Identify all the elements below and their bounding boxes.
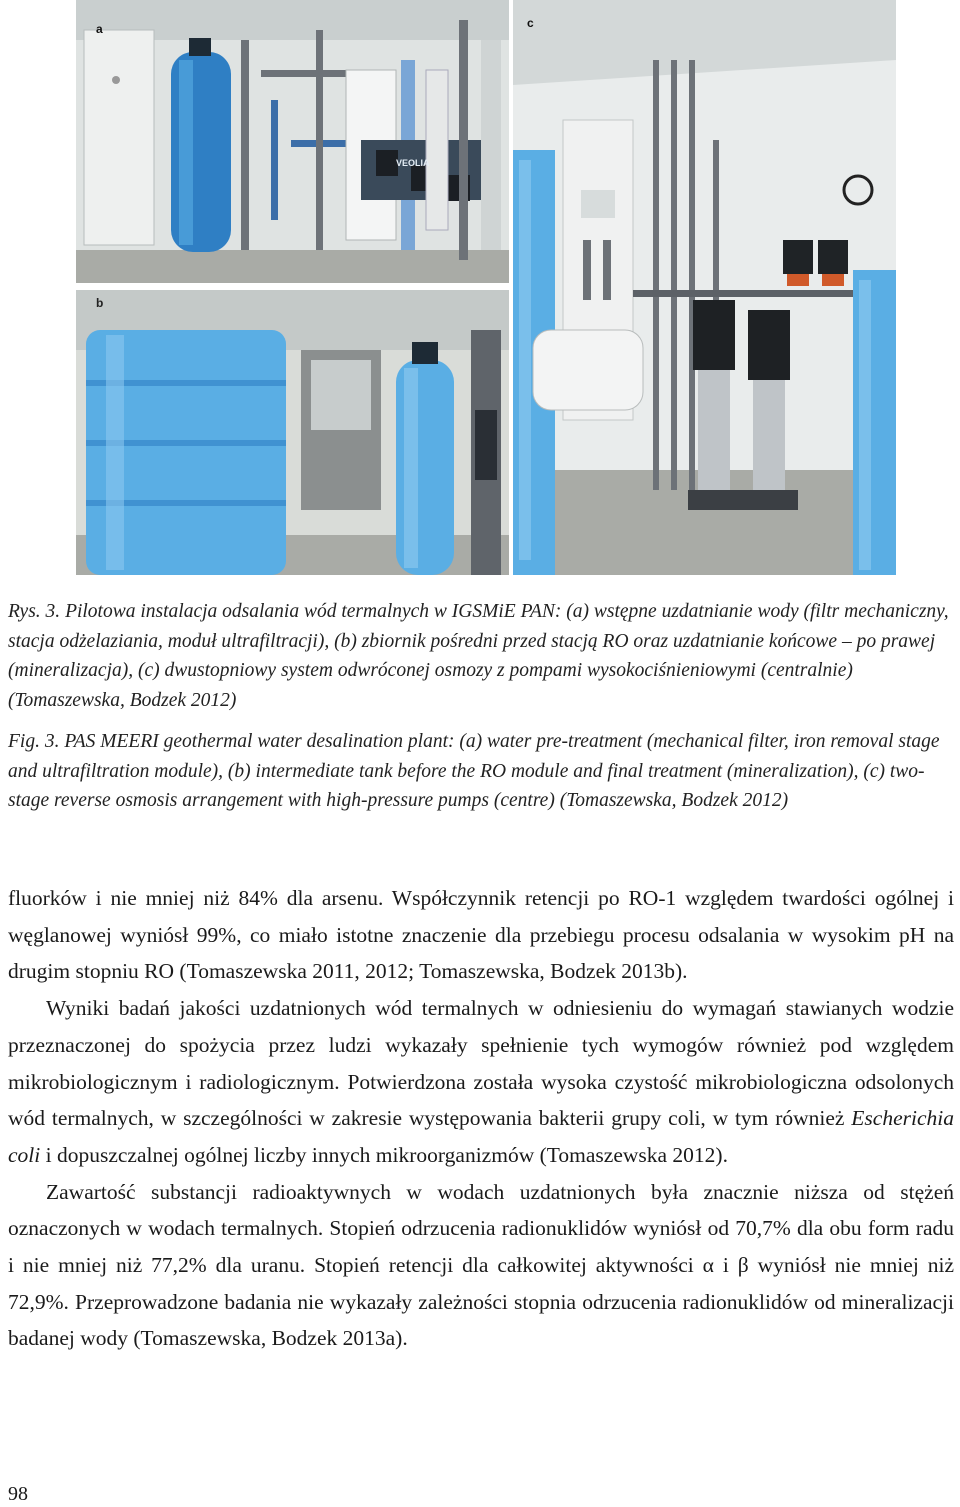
caption-pl-text: Pilotowa instalacja odsalania wód termalnych w IGSMiE PAN: (a) wstępne uzdatnianie wody (filtr mechaniczny, stacja odżelaziania, moduł ultrafiltracji), (b) zbiornik pośredni przed stacją RO oraz uzdatnianie końcowe – po prawej (mineralizacja), (c) dwustopniowy system odwróconej osmozy z pompami wysokociśnieniowymi (centralnie) (Tomaszewska, Bodzek 2012) <box>8 601 949 711</box>
photo-panel-b <box>76 290 509 575</box>
figure-caption-polish <box>8 597 953 715</box>
panel-label-a: a <box>96 22 103 36</box>
paragraph-2-part-2: i dopuszczalnej ogólnej liczby innych mikroorganizmów (Tomaszewska 2012). <box>45 1142 728 1167</box>
caption-en-text: PAS MEERI geothermal water desalination plant: (a) water pre-treatment (mechanical filter, iron removal stage and ultrafiltration module), (b) intermediate tank before the RO module and final treatment (mineralization), (c) two-stage reverse osmosis arrangement with high-pressure pumps (centre) (Tomaszewska, Bodzek 2012) <box>8 731 940 811</box>
caption-en-prefix: Fig. 3. <box>8 731 60 752</box>
photo-a-illustration <box>76 0 509 283</box>
paragraph-2-part-1: Wyniki badań jakości uzdatnionych wód termalnych w odniesieniu do wymagań stawianych wodzie przeznaczonej do spożycia przez ludzi wykazały spełnienie tych wymogów również pod względem mikrobiologicznym i radiologicznym. Potwierdzona została wysoka czystość mikrobiologiczna odsolonych wód termalnych, w szczególności w zakresie występowania bakterii grupy coli, w tym również <box>8 996 954 1131</box>
paragraph-3: Zawartość substancji radioaktywnych w wodach uzdatnionych była znacznie niższa od stężeń oznaczonych w wodach termalnych. Stopień odrzucenia radionuklidów wyniósł od 70,7% dla obu form radu i nie mniej niż 77,2% dla uranu. Stopień retencji dla całkowitej aktywności α i β wyniósł nie mniej niż 72,9%. Przeprowadzone badania nie wykazały zależności stopnia odrzucenia radionuklidów od mineralizacji badanej wody (Tomaszewska, Bodzek 2013a). <box>8 1179 954 1351</box>
paragraph-1: fluorków i nie mniej niż 84% dla arsenu. Współczynnik retencji po RO-1 względem twardości ogólnej i węglanowej wyniósł 99%, co miało istotne znaczenie dla przebiegu procesu odsalania w wysokim pH na drugim stopniu RO (Tomaszewska 2011, 2012; Tomaszewska, Bodzek 2013b). <box>8 886 954 984</box>
page-number: 98 <box>8 1483 28 1505</box>
article-body <box>8 880 954 1357</box>
caption-pl-prefix: Rys. 3. <box>8 601 61 622</box>
panel-label-c: c <box>527 16 534 30</box>
veolia-plate: VEOLIA <box>396 158 430 168</box>
panel-label-b: b <box>96 296 104 310</box>
photo-c-illustration <box>513 0 896 575</box>
photo-panel-a <box>76 0 509 283</box>
figure-photo-composite <box>76 0 896 575</box>
species-name: Escherichia coli <box>8 1106 954 1167</box>
photo-panel-c <box>513 0 896 575</box>
paragraph-2 <box>8 990 954 1174</box>
figure-caption-english <box>8 727 953 816</box>
photo-b-illustration <box>76 290 509 575</box>
